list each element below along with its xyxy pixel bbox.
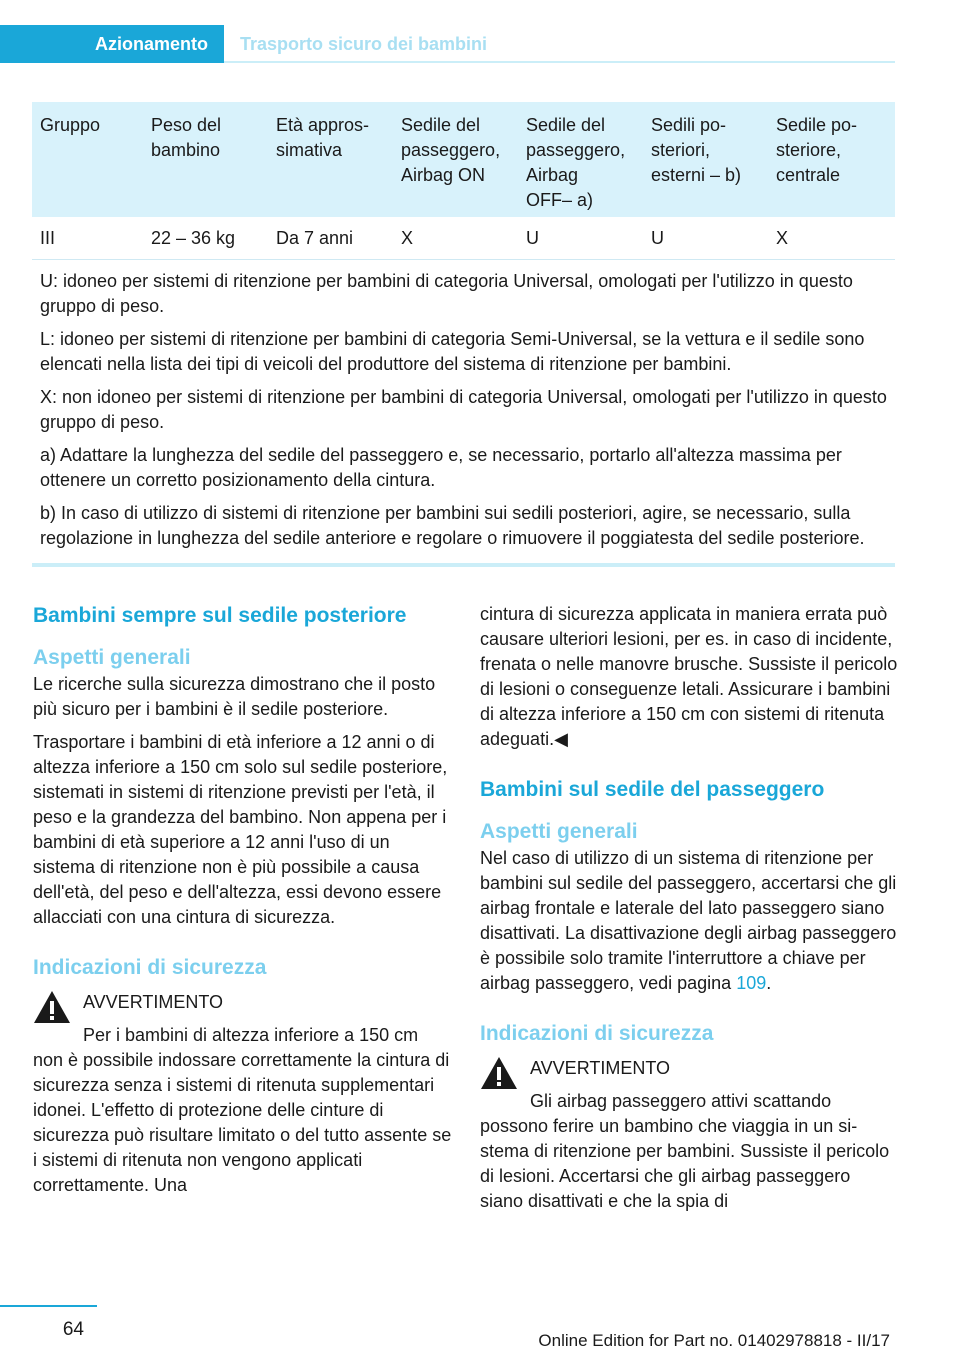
section-title[interactable]: Trasporto sicuro dei bambini (240, 34, 488, 54)
warning-text: Gli airbag passeggero attivi scattando possono ferire un bambino che viaggia in un sistema di ritenzione per bambini. Sussiste il pericolo di lesioni. Accertarsi che gli airbag passeggero siano disattivati e che la spia di (480, 1091, 890, 1211)
cell: U (651, 228, 664, 248)
page-link[interactable]: 109 (736, 973, 767, 993)
th-airbag-on: Sedile del passeggero, Airbag ON (401, 115, 501, 185)
paragraph-end: . (766, 973, 772, 993)
warning-text: Per i bambini di altezza inferiore a 150 cm non è possibile indossare correttamente la cintura di sicurezza senza i sistemi di ritenuta supplementari idonei. L'effetto di protezione delle cinture di sicurezza può risultare limitato o del tutto assente se i sistemi di ritenuta non vengono applicati correttamente. Una (33, 1025, 452, 1195)
paragraph: Le ricerche sulla sicurezza dimostrano che il posto più sicuro per i bambini è il sedile posteriore. (33, 674, 436, 719)
note-l: L: idoneo per sistemi di ritenzione per bambini di categoria Semi-Universal, se la vettura e il sedile sono elencati nella lista dei tipi di veicoli del produttore del sistema di ritenzione per bambini. (40, 329, 865, 374)
warning-title: AVVERTIMENTO (530, 1058, 671, 1078)
th-eta: Età appros- simativa (276, 115, 370, 160)
cell: X (401, 228, 414, 248)
heading-rear-seat: Bambini sempre sul sedile posteriore (33, 604, 407, 627)
warning-title: AVVERTIMENTO (83, 992, 224, 1012)
th-peso: Peso del bambino (151, 115, 222, 160)
left-column (33, 602, 453, 1198)
cell: III (40, 228, 56, 248)
th-gruppo: Gruppo (40, 115, 101, 135)
paragraph-text: Nel caso di utilizzo di un sistema di ritenzione per bambini sul sedile del passeggero, accertarsi che gli airbag frontale e laterale del lato passeggero siano disattivati. La disattivazione degli airbag passeggero è possibile solo tramite l'interruttore a chiave per airbag passeggero, vedi pagina (480, 848, 897, 993)
warning-triangle-icon (33, 990, 71, 1024)
cell: Da 7 anni (276, 228, 354, 248)
th-posteriore-centrale: Sedile po- steriore, centrale (776, 115, 858, 185)
th-posteriori-esterni: Sedili po- steriori, esterni – b) (651, 115, 742, 185)
note-b: b) In caso di utilizzo di sistemi di ritenzione per bambini sui sedili posteriori, agire, se necessario, sulla regolazione in lunghezza del sedile anteriore e regolare o rimuovere il poggiatesta del sedile posteriore. (40, 503, 865, 548)
warning-triangle-icon (480, 1056, 518, 1090)
note-a: a) Adattare la lunghezza del sedile del passeggero e, se necessario, portarlo all'altezza massima per ottenere un corretto posizionamento della cintura. (40, 445, 842, 490)
subheading-safety: Indicazioni di sicurezza (33, 956, 267, 979)
right-column (480, 602, 898, 1214)
table-divider (32, 563, 895, 567)
page-number: 64 (62, 1319, 84, 1340)
child-seat-table (32, 102, 895, 567)
chapter-tab[interactable]: Azionamento (0, 25, 224, 63)
th-airbag-off: Sedile del passeggero, Airbag OFF– a) (526, 115, 626, 210)
paragraph: Trasportare i bambini di età inferiore a 12 anni o di altezza inferiore a 150 cm solo sul sedile posteriore, sistemati in sistemi di ritenzione previsti per l'età, il peso e la grandezza del bambino. Non appena per i bambini di età superiore a 12 anni l'uso di un sistema di ritenzione non è più possibile a causa dell'età, del peso e dell'altezza, essi devono essere allacciati con una cintura di sicurezza. (33, 732, 448, 927)
note-u: U: idoneo per sistemi di ritenzione per bambini di categoria Universal, omologati per l'utilizzo in questo gruppo di peso. (40, 271, 853, 316)
subheading-safety: Indicazioni di sicurezza (480, 1022, 714, 1045)
heading-passenger-seat: Bambini sul sedile del passeggero (480, 778, 825, 801)
table-row (32, 217, 895, 260)
cell: U (526, 228, 539, 248)
warning-block (480, 1056, 898, 1214)
paragraph: cintura di sicurezza applicata in maniera errata può causare ulteriori lesioni, per es. in caso di incidente, frenata o nelle manovre brusche. Sussiste il pericolo di lesioni o conseguenze letali. Assicurare i bambini di altezza inferiore a 150 cm con sistemi di ritenuta adeguati.◀ (480, 604, 898, 749)
table-notes (32, 260, 895, 561)
header-divider (224, 61, 895, 63)
table-header (32, 102, 895, 217)
cell: X (776, 228, 789, 248)
cell: 22 – 36 kg (151, 228, 236, 248)
edition-label: Online Edition for Part no. 01402978818 - II/17 (538, 1331, 890, 1350)
subheading-general: Aspetti generali (480, 820, 638, 843)
paragraph (480, 846, 898, 996)
note-x: X: non idoneo per sistemi di ritenzione per bambini di categoria Universal, omologati per l'utilizzo in questo gruppo di peso. (40, 387, 887, 432)
page-header (0, 25, 895, 63)
footer-divider (0, 1305, 97, 1307)
warning-block (33, 990, 453, 1198)
subheading-general: Aspetti generali (33, 646, 191, 669)
